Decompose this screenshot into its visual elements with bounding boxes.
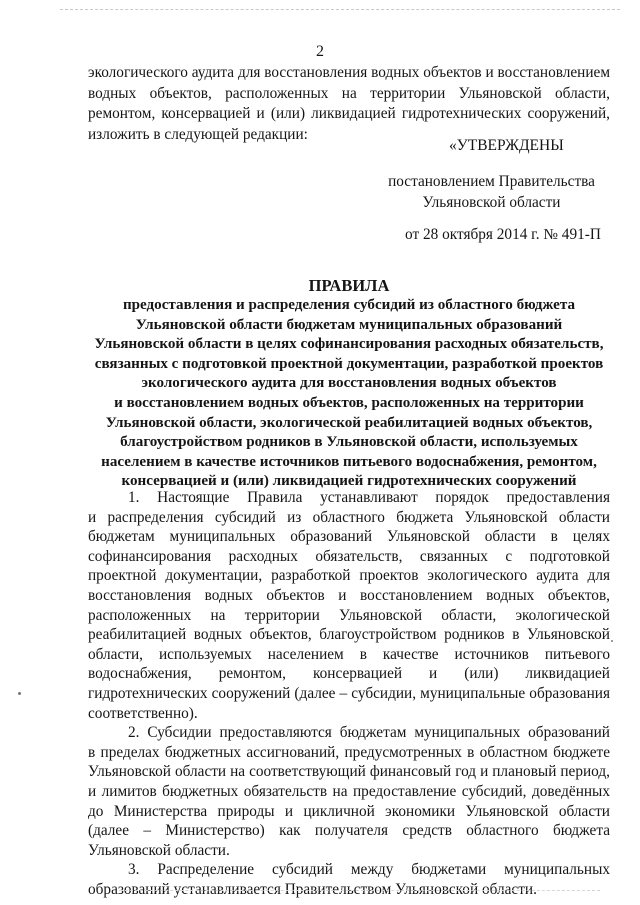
page-number: 2 [316, 43, 324, 60]
paragraph-line: и лимитов бюджетных обязательств на предоставление субсидий, доведённых [88, 782, 610, 800]
subtitle-line: связанных с подготовкой проектной документации, разработкой проектов [94, 355, 604, 372]
subtitle-line: населением в качестве источников питьевого водоснабжения, ремонтом, [101, 453, 597, 470]
paragraph-line: восстановления водных объектов и восстановлением водных объектов, [88, 586, 610, 604]
paragraph-line: 3. Распределение субсидий между бюджетами муниципальных [128, 861, 610, 879]
approval-authority-line: Ульяновской области [422, 193, 561, 211]
rules-body [88, 488, 610, 899]
paragraph-line: в пределах бюджетных ассигнований, предусмотренных в областном бюджете [88, 743, 610, 761]
paragraph-3 [88, 860, 610, 899]
paragraph-line: 2. Субсидии предоставляются бюджетам муниципальных образований [128, 724, 610, 742]
paragraph-line: соответственно). [88, 704, 198, 722]
paragraph-line: софинансирования расходных обязательств, связанных с подготовкой [88, 547, 610, 565]
approval-heading: «УТВЕРЖДЕНЫ [449, 137, 564, 154]
intro-line: экологического аудита для восстановления водных объектов и восстановлением [88, 64, 610, 81]
paragraph-line: (далее – Министерство) как получателя средств областного бюджета [88, 822, 610, 840]
paragraph-2 [88, 723, 610, 860]
approval-date: от 28 октября 2014 г. № 491-П [405, 226, 601, 243]
intro-line: изложить в следующей редакции: [88, 125, 308, 143]
paragraph-line: области, используемых населением в качестве источников питьевого [88, 645, 610, 663]
subtitle-line: благоустройством родников в Ульяновской области, используемых [120, 434, 578, 451]
paragraph-line: 1. Настоящие Правила устанавливают порядок предоставления [128, 489, 610, 506]
paragraph-line: водоснабжения, ремонтом, консервацией и (или) ликвидацией [88, 665, 610, 683]
paragraph-line: бюджетам муниципальных образований Ульяновской области в целях [88, 528, 610, 546]
intro-text [88, 63, 610, 145]
paragraph-1 [88, 488, 610, 723]
paragraph-line: проектной документации, разработкой проектов экологического аудита для [88, 567, 610, 585]
intro-line: ремонтом, консервацией и (или) ликвидацией гидротехнических сооружений, [88, 105, 610, 122]
paragraph-line: Ульяновской области на соответствующий финансовый год и плановый период, [88, 763, 610, 781]
subtitle-line: экологического аудита для восстановления водных объектов [141, 375, 557, 392]
scan-speck [611, 640, 613, 642]
approval-authority-line: постановлением Правительства [388, 173, 595, 190]
paragraph-line: и распределения субсидий из областного бюджета Ульяновской области [88, 508, 610, 526]
document-title: ПРАВИЛА [308, 276, 390, 295]
document-subtitle [88, 296, 610, 492]
paragraph-line: до Министерства природы и цикличной экономики Ульяновской области [88, 802, 610, 820]
paragraph-line: образований устанавливается Правительством Ульяновской области. [88, 880, 537, 898]
subtitle-line: Ульяновской области в целях софинансирования расходных обязательств, [94, 336, 604, 353]
paragraph-line: гидротехнических сооружений (далее – субсидии, муниципальные образования [88, 684, 610, 702]
subtitle-line: Ульяновской области бюджетам муниципальных образований [135, 316, 563, 333]
scan-bottom-edge-marks [120, 890, 600, 892]
subtitle-line: предоставления и распределения субсидий из областного бюджета [122, 297, 576, 313]
paragraph-line: расположенных на территории Ульяновской области, экологической [88, 606, 610, 624]
approval-authority [350, 172, 633, 213]
scan-top-edge-marks [60, 9, 620, 11]
scan-speck [18, 692, 21, 695]
subtitle-line: Ульяновской области, экологической реабилитацией водных объектов, [105, 414, 593, 431]
paragraph-line: Ульяновской области. [88, 841, 230, 859]
subtitle-line: и восстановлением водных объектов, расположенных на территории [114, 394, 584, 411]
paragraph-line: реабилитацией водных объектов, благоустройством родников в Ульяновской [88, 626, 610, 644]
subtitle-line: консервацией и (или) ликвидацией гидротехнических сооружений [121, 473, 577, 490]
intro-line: водных объектов, расположенных на территории Ульяновской области, [88, 84, 610, 102]
